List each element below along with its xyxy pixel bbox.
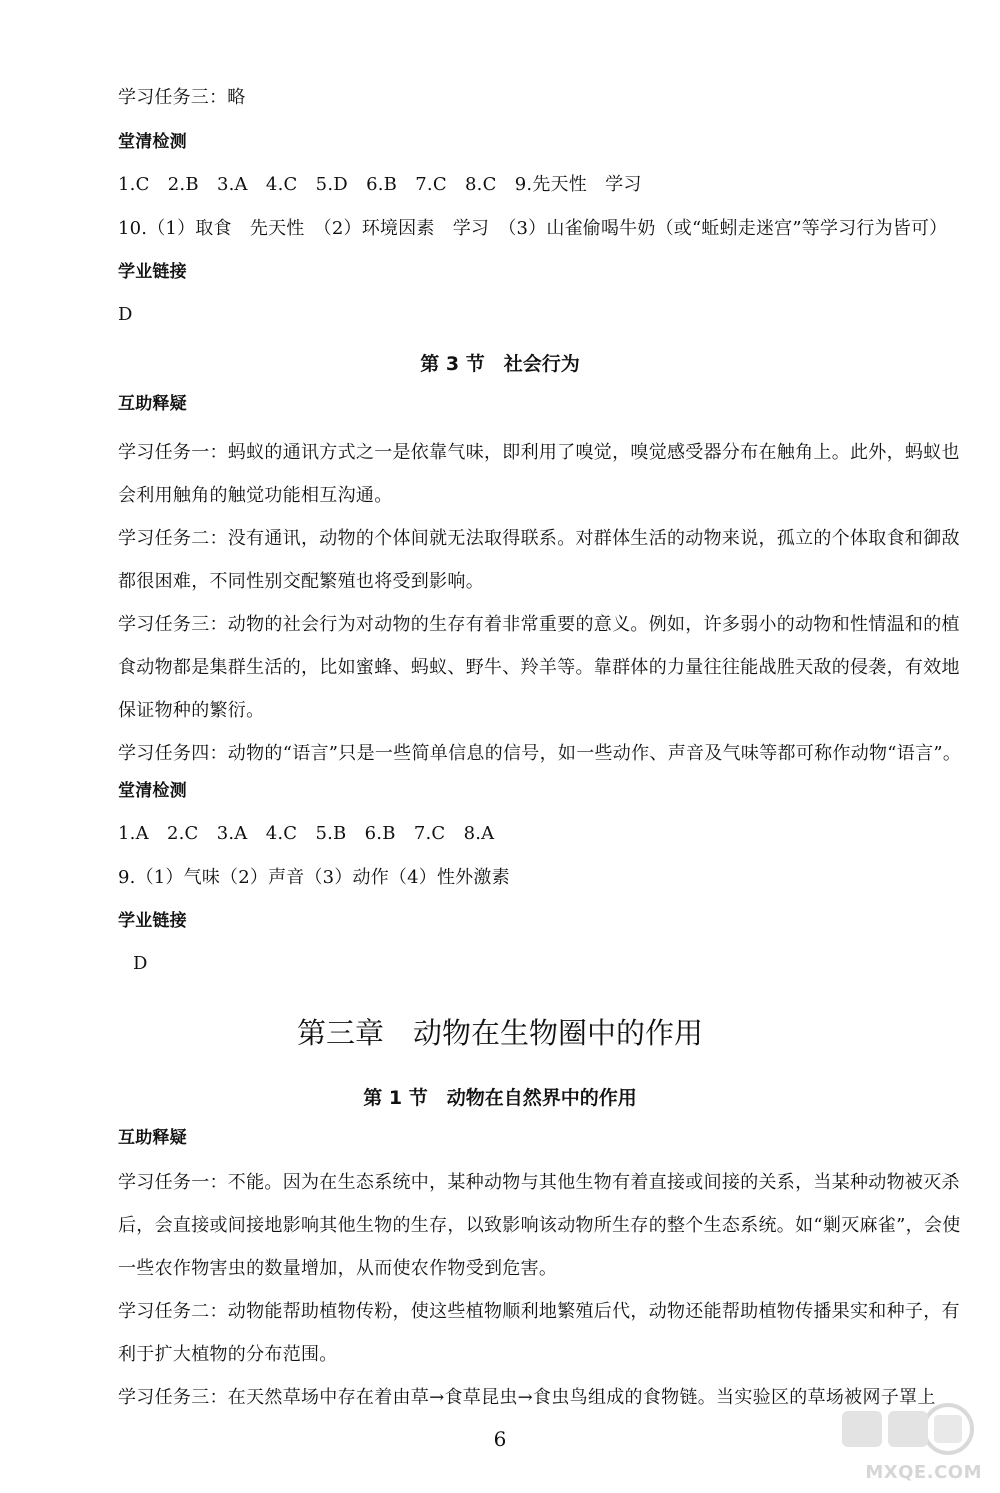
heading-mutual-help-2: 互助释疑 [118,1128,187,1148]
heading-mutual-help: 互助释疑 [118,394,187,414]
watermark-text: MXQE.COM [865,1462,982,1483]
section3-task2: 学习任务二：没有通讯，动物的个体间就无法取得联系。对群体生活的动物来说，孤立的个体取食和御敌都很困难，不同性别交配繁殖也将受到影响。 [118,528,960,592]
answers-mcq-2: 1.A 2.C 3.A 4.C 5.B 6.B 7.C 8.A [118,823,495,844]
heading-academic-link: 学业链接 [118,262,187,282]
section3-task3: 学习任务三：动物的社会行为对动物的生存有着非常重要的意义。例如，许多弱小的动物和性情温和的植食动物都是集群生活的，比如蜜蜂、蚂蚁、野牛、羚羊等。靠群体的力量往往能战胜天敌的侵袭，有效地保证物种的繁衍。 [118,614,960,721]
watermark-logo-icon [836,1397,976,1459]
task3-brief: 学习任务三：略 [118,87,246,108]
chapter-title: 第三章 动物在生物圈中的作用 [296,1016,703,1050]
site-watermark [832,1388,982,1483]
heading-academic-link-2: 学业链接 [118,911,187,931]
section3-task1: 学习任务一：蚂蚁的通讯方式之一是依靠气味，即利用了嗅觉，嗅觉感受器分布在触角上。此外，蚂蚁也会利用触角的触觉功能相互沟通。 [118,442,960,506]
answer-10: 10.（1）取食 先天性 （2）环境因素 学习 （3）山雀偷喝牛奶（或“蚯蚓走迷宫”等学习行为皆可） [118,218,948,239]
chapter3-task2: 学习任务二：动物能帮助植物传粉，使这些植物顺利地繁殖后代，动物还能帮助植物传播果实和种子，有利于扩大植物的分布范围。 [118,1301,960,1365]
page-number: 6 [493,1427,507,1451]
heading-class-check: 堂清检测 [118,132,187,152]
chapter-section-title: 第 1 节 动物在自然界中的作用 [363,1087,637,1109]
chapter3-task3: 学习任务三：在天然草场中存在着由草→食草昆虫→食虫鸟组成的食物链。当实验区的草场被网子罩上 [118,1387,936,1408]
heading-class-check-2: 堂清检测 [118,781,187,801]
academic-link-answer-2: D [133,953,148,974]
answers-mcq: 1.C 2.B 3.A 4.C 5.D 6.B 7.C 8.C 9.先天性 学习 [118,174,642,195]
chapter3-task1: 学习任务一：不能。因为在生态系统中，某种动物与其他生物有着直接或间接的关系，当某种动物被灭杀后，会直接或间接地影响其他生物的生存，以致影响该动物所生存的整个生态系统。如“剿灭麻雀”，会使一些农作物害虫的数量增加，从而使农作物受到危害。 [118,1172,961,1279]
academic-link-answer: D [118,304,133,325]
section3-task4: 学习任务四：动物的“语言”只是一些简单信息的信号，如一些动作、声音及气味等都可称作动物“语言”。 [118,743,962,764]
section-title: 第 3 节 社会行为 [420,353,580,375]
answer-9: 9.（1）气味（2）声音（3）动作（4）性外激素 [118,867,510,888]
